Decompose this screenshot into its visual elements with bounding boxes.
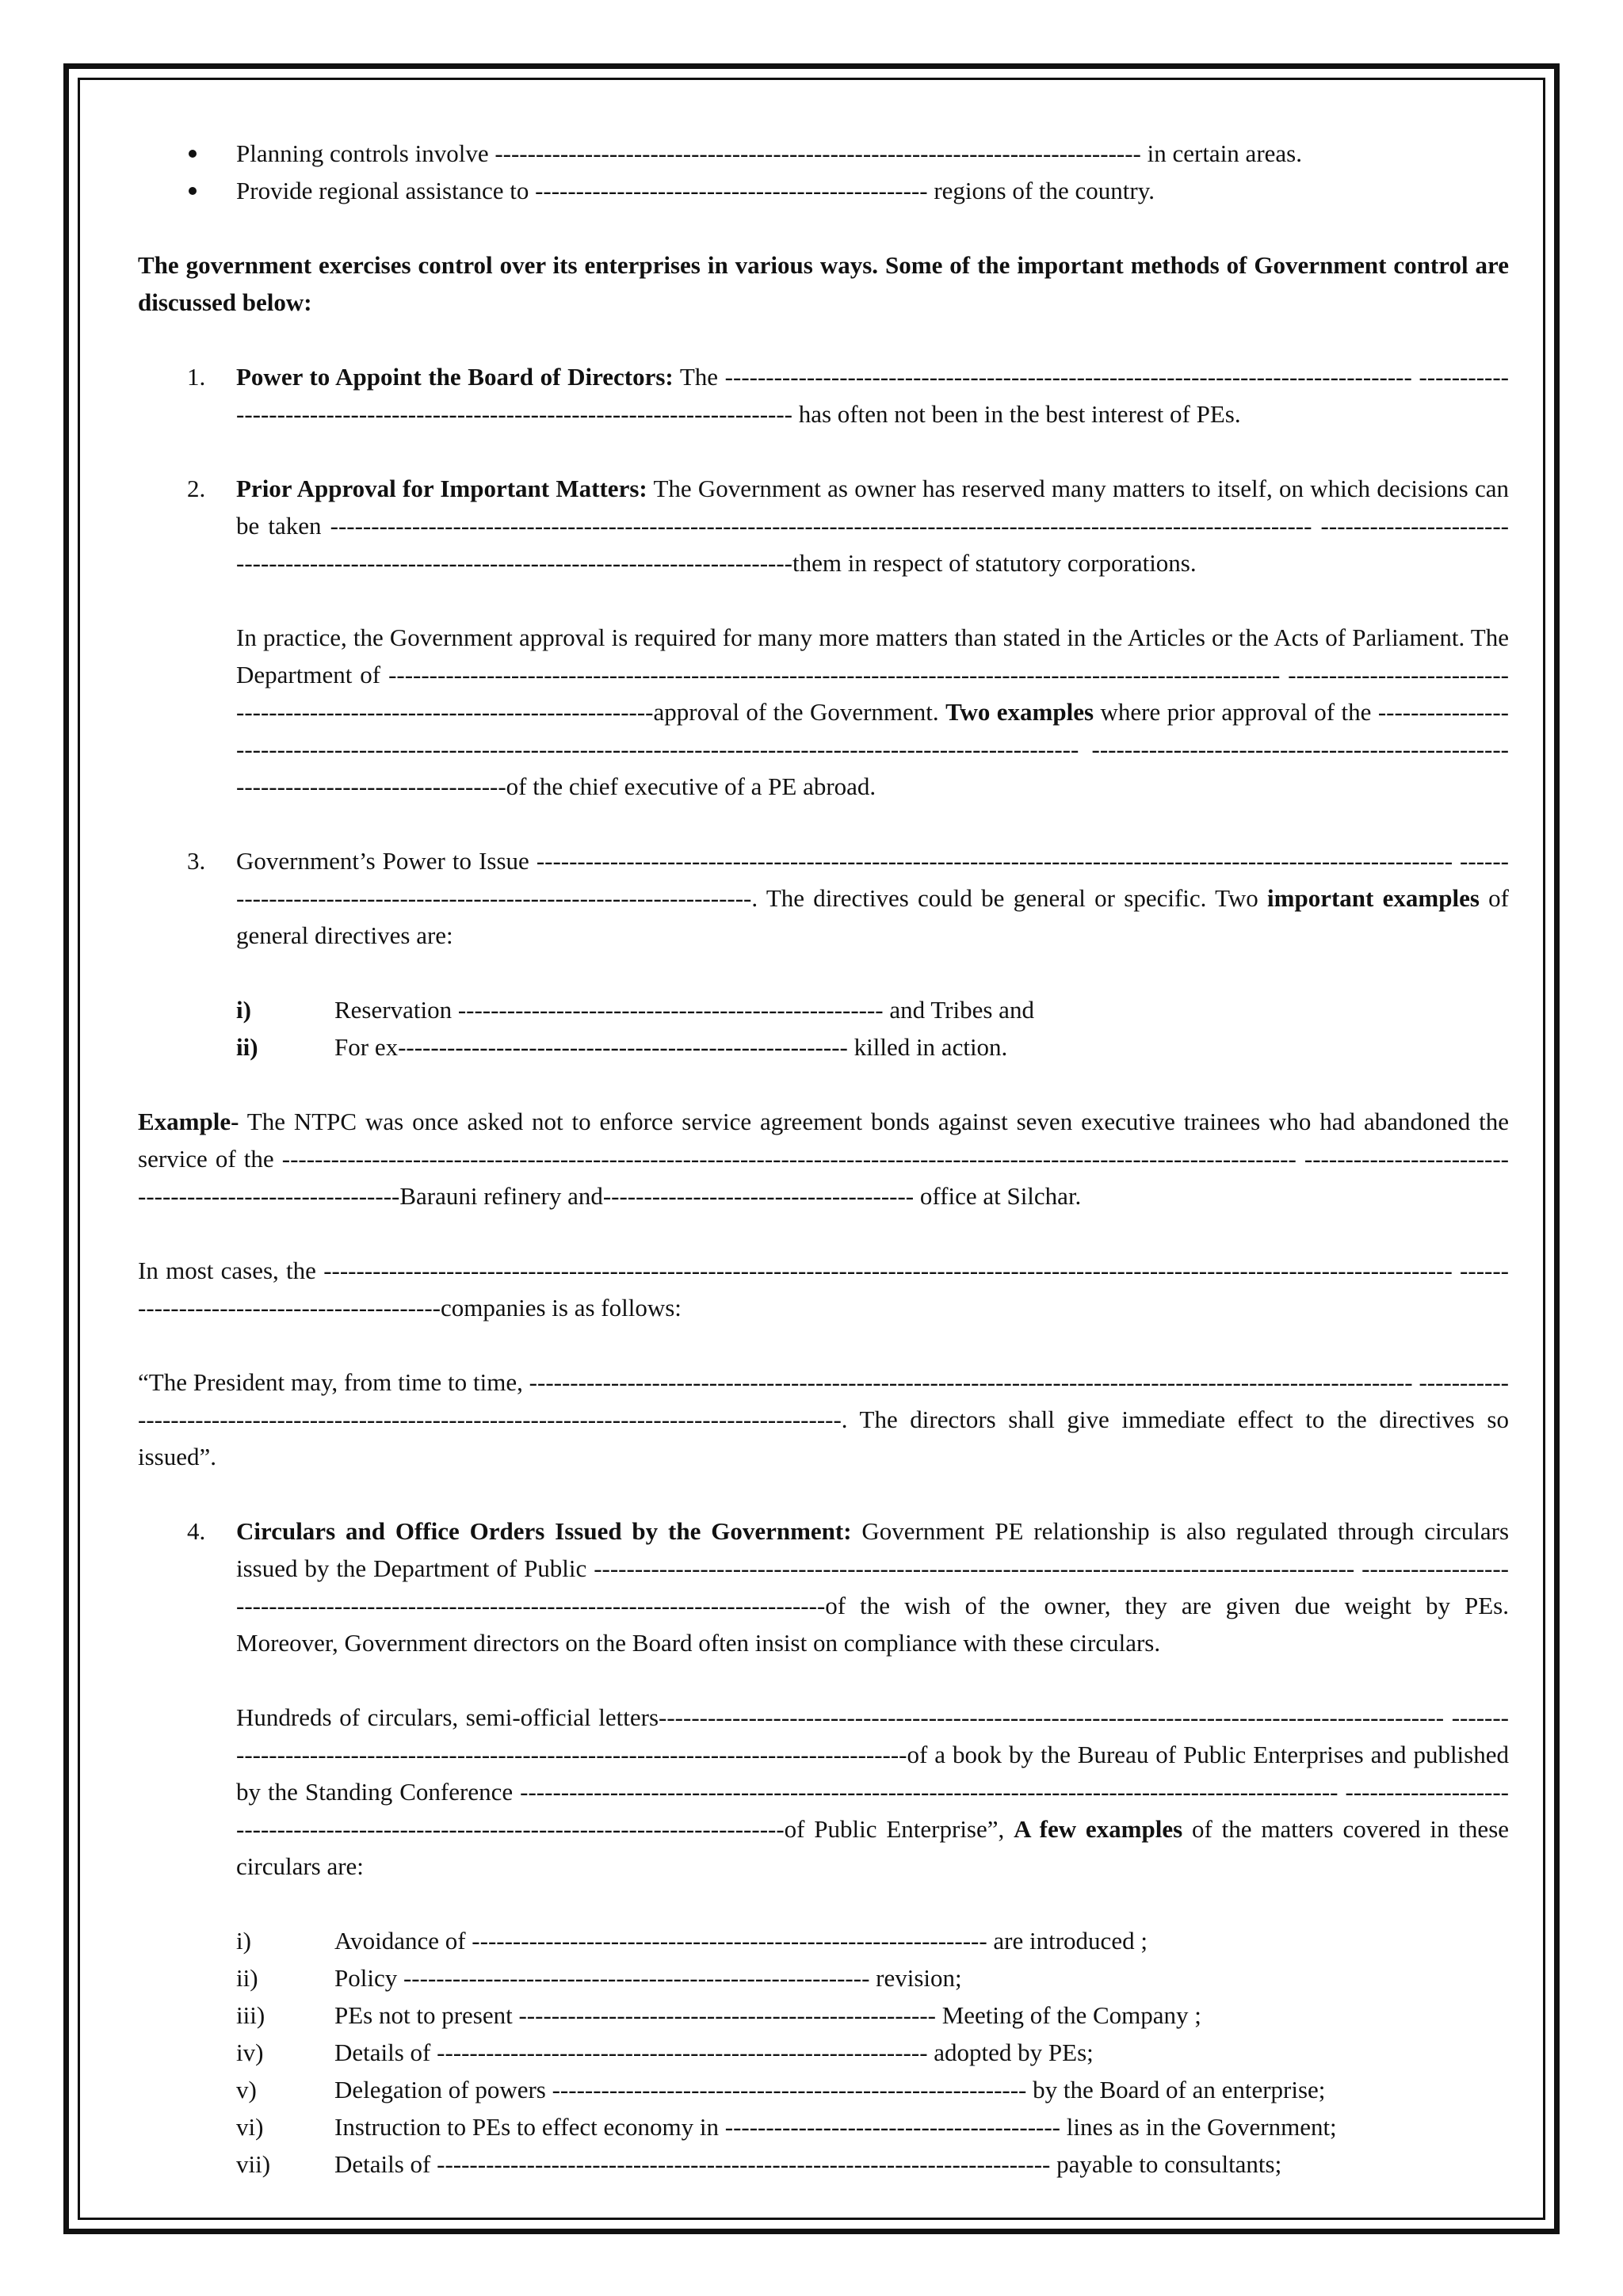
list-label: iii) xyxy=(236,2001,265,2029)
bullet-item xyxy=(138,172,1509,209)
example-label: Example- xyxy=(138,1108,239,1135)
item-number: 4. xyxy=(187,1517,206,1545)
method-2 xyxy=(138,470,1509,805)
example-paragraph xyxy=(138,1103,1509,1215)
practice-text-a: In practice, the Government approval is required for many more matters than stated in the Articles or the Acts of Parliament. The Department of ------------------------------------------------------------------------------------------------------------- ------------------------------------------------------------------------------approval of the Government. xyxy=(236,624,1509,726)
method-2-body: The Government as owner has reserved many matters to itself, on which decisions can be taken ------------------------------------------------------------------------------------------------------------------------ -------------------------------------------------------------------------------------------them in respect of statutory corporations. xyxy=(236,475,1509,577)
list-label: iv) xyxy=(236,2039,264,2066)
list-label: ii) xyxy=(236,1033,258,1061)
list-text: Delegation of powers ---------------------------------------------------------- by the Board of an enterprise; xyxy=(334,2076,1326,2103)
method-1-text xyxy=(236,358,1509,433)
list-item xyxy=(236,2034,1509,2071)
method-1-body: The ------------------------------------------------------------------------------------ ------------------------------------------------------------------------------- has often not been in the best interest of PEs. xyxy=(236,363,1510,428)
list-label: i) xyxy=(236,996,251,1024)
bullet-text: Planning controls involve ------------------------------------------------------------------------------- in certain areas. xyxy=(236,139,1302,167)
method-4-text xyxy=(236,1512,1509,1661)
list-item xyxy=(236,991,1509,1028)
circular-matters-list xyxy=(236,1922,1509,2183)
quote-paragraph: “The President may, from time to time, ------------------------------------------------------------------------------------------------------------ -------------------------------------------------------------------------------------------------. The directors shall give immediate effect to the directives so issued”. xyxy=(138,1368,1509,1470)
method-4-circulars xyxy=(236,1699,1509,1885)
method-4-body: Government PE relationship is also regulated through circulars issued by the Department of Public --------------------------------------------------------------------------------------------- ------------------------------------------------------------------------------------------of the wish of the owner, they are given due weight by PEs. Moreover, Government directors on the Board often insist on compliance with these circulars. xyxy=(236,1517,1510,1657)
method-1 xyxy=(138,358,1509,433)
intro-paragraph: The government exercises control over its enterprises in various ways. Some of the important methods of Government control are discussed below: xyxy=(138,251,1509,316)
method-4 xyxy=(138,1512,1509,2183)
list-text: For ex------------------------------------------------------- killed in action. xyxy=(334,1033,1008,1061)
method-2-practice xyxy=(236,619,1509,805)
most-cases-paragraph: In most cases, the ------------------------------------------------------------------------------------------------------------------------------------------ -------------------------------------------companies is as follows: xyxy=(138,1257,1509,1322)
circulars-bold: A few examples xyxy=(1014,1815,1183,1843)
list-text: Details of ------------------------------------------------------------ adopted by PEs; xyxy=(334,2039,1094,2066)
bullet-item xyxy=(138,135,1509,172)
item-number: 2. xyxy=(187,475,206,502)
list-text: Reservation ---------------------------------------------------- and Tribes and xyxy=(334,996,1034,1024)
list-label: v) xyxy=(236,2076,257,2103)
list-item xyxy=(236,1028,1509,1066)
list-item xyxy=(236,2071,1509,2108)
item-number: 3. xyxy=(187,847,206,875)
directive-list xyxy=(236,991,1509,1066)
list-text: Instruction to PEs to effect economy in ----------------------------------------- lines as in the Government; xyxy=(334,2113,1337,2141)
bullet-text: Provide regional assistance to ------------------------------------------------ regions of the country. xyxy=(236,177,1155,204)
bullet-list xyxy=(138,135,1509,209)
method-3-body-a: Government’s Power to Issue ---------------------------------------------------------------------------------------------------------------- ---------------------------------------------------------------------. The directives could be general or specific. Two xyxy=(236,847,1509,912)
circulars-text-b: of the matters covered in these circulars are: xyxy=(236,1815,1510,1880)
list-text: Avoidance of --------------------------------------------------------------- are introduced ; xyxy=(334,1927,1148,1955)
list-item xyxy=(236,1997,1509,2034)
list-label: vi) xyxy=(236,2113,264,2141)
method-3-bold: important examples xyxy=(1267,884,1480,912)
method-3-body-b: of general directives are: xyxy=(236,884,1509,949)
list-item xyxy=(236,2108,1509,2145)
list-text: Details of --------------------------------------------------------------------------- payable to consultants; xyxy=(334,2150,1282,2178)
circulars-text-a: Hundreds of circulars, semi-official letters------------------------------------------------------------------------------------------------ -----------------------------------------------------------------------------------------of a book by the Bureau of Public Enterprises and published by the Standing Conference ---------------------------------------------------------------------------------------------------- ---------------------------------------------------------------------------------------of Public Enterprise”, xyxy=(236,1703,1509,1843)
list-text: PEs not to present --------------------------------------------------- Meeting of the Company ; xyxy=(334,2001,1201,2029)
bullet-icon xyxy=(189,187,197,195)
list-item xyxy=(236,1959,1509,1997)
list-label: ii) xyxy=(236,1964,258,1992)
bullet-icon xyxy=(189,150,197,158)
method-1-title: Power to Appoint the Board of Directors: xyxy=(236,363,674,391)
method-2-title: Prior Approval for Important Matters: xyxy=(236,475,647,502)
method-3 xyxy=(138,842,1509,1066)
method-2-text xyxy=(236,470,1509,582)
list-label: vii) xyxy=(236,2150,271,2178)
practice-text-b: where prior approval of the ----------------------------------------------------------------------------------------------------------------------- ------------------------------------------------------------------------------------of the chief executive of a PE abroad. xyxy=(236,698,1509,800)
method-3-text xyxy=(236,842,1509,954)
list-text: Policy --------------------------------------------------------- revision; xyxy=(334,1964,962,1992)
document-body xyxy=(138,135,1509,2220)
item-number: 1. xyxy=(187,363,206,391)
list-item xyxy=(236,1922,1509,1959)
list-label: i) xyxy=(236,1927,251,1955)
practice-bold: Two examples xyxy=(945,698,1094,726)
example-text: The NTPC was once asked not to enforce service agreement bonds against seven executive trainees who had abandoned the service of the ---------------------------------------------------------------------------------------------------------------------------- ---------------------------------------------------------Barauni refinery and-------------------------------------- office at Silchar. xyxy=(138,1108,1509,1210)
method-4-title: Circulars and Office Orders Issued by the Government: xyxy=(236,1517,852,1545)
list-item xyxy=(236,2145,1509,2183)
